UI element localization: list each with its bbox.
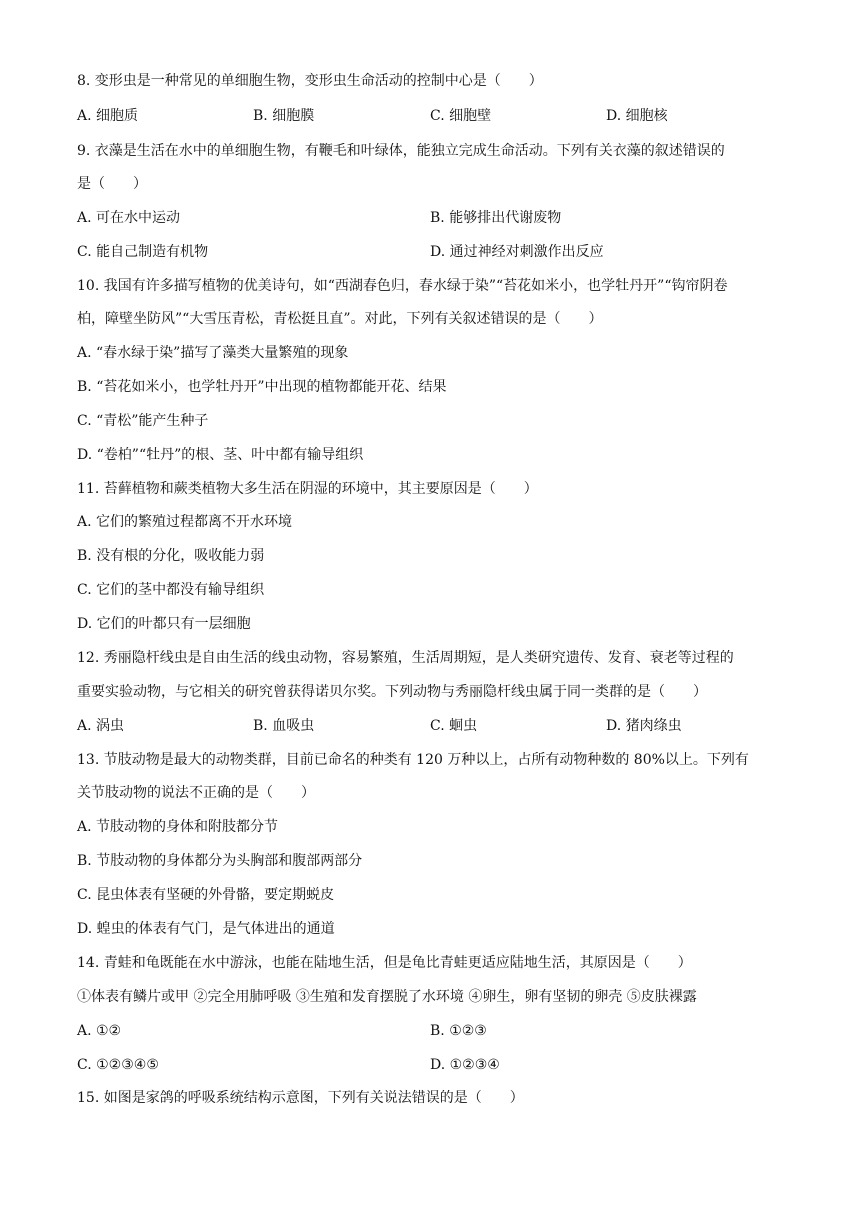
question-14-option-c: C. ①②③④⑤ [77,1057,159,1073]
question-13-option-d: D. 蝗虫的体表有气门，是气体进出的通道 [77,921,335,937]
question-13-stem-line-2: 关节肢动物的说法不正确的是（ ） [77,785,315,801]
question-13-stem-line-1: 13. 节肢动物是最大的动物类群，目前已命名的种类有 120 万种以上，占所有动物种数的 80%以上。下列有 [77,752,749,768]
question-11-option-a: A. 它们的繁殖过程都离不开水环境 [77,514,293,530]
question-10-option-b: B. “苔花如米小，也学牡丹开”中出现的植物都能开花、结果 [77,379,447,395]
question-9-option-d: D. 通过神经对刺激作出反应 [430,244,604,260]
question-13-option-b: B. 节肢动物的身体都分为头胸部和腹部两部分 [77,853,363,869]
question-9-option-b: B. 能够排出代谢废物 [430,210,562,226]
question-11-stem: 11. 苔藓植物和蕨类植物大多生活在阴湿的环境中，其主要原因是（ ） [77,481,538,497]
question-9-stem-line-1: 9. 衣藻是生活在水中的单细胞生物，有鞭毛和叶绿体，能独立完成生命活动。下列有关衣藻的叙述错误的 [77,143,725,159]
question-12-option-d: D. 猪肉绦虫 [606,718,682,734]
question-12-option-c: C. 蛔虫 [430,718,478,734]
question-9-stem-line-2: 是（ ） [77,176,147,192]
question-12-option-b: B. 血吸虫 [253,718,315,734]
question-10-option-c: C. “青松”能产生种子 [77,413,209,429]
question-8-option-a: A. 细胞质 [77,108,139,124]
question-8-option-c: C. 细胞壁 [430,108,492,124]
question-8-stem: 8. 变形虫是一种常见的单细胞生物，变形虫生命活动的控制中心是（ ） [77,73,543,89]
question-10-stem-line-1: 10. 我国有许多描写植物的优美诗句，如“西湖春色归，春水绿于染”“苔花如米小，也学牡丹开”“钩帘阴卷 [77,278,728,294]
question-13-option-a: A. 节肢动物的身体和附肢都分节 [77,819,279,835]
question-14-option-a: A. ①② [77,1023,122,1039]
question-12-option-a: A. 涡虫 [77,718,125,734]
question-9-option-c: C. 能自己制造有机物 [77,244,209,260]
question-14-option-d: D. ①②③④ [430,1057,500,1073]
question-13-option-c: C. 昆虫体表有坚硬的外骨骼，要定期蜕皮 [77,887,335,903]
question-14-stem-line-1: 14. 青蛙和龟既能在水中游泳，也能在陆地生活，但是龟比青蛙更适应陆地生活，其原因是（ ） [77,955,692,971]
question-10-option-d: D. “卷柏”“牡丹”的根、茎、叶中都有输导组织 [77,447,364,463]
question-14-option-b: B. ①②③ [430,1023,487,1039]
question-11-option-c: C. 它们的茎中都没有输导组织 [77,582,265,598]
question-12-stem-line-1: 12. 秀丽隐杆线虫是自由生活的线虫动物，容易繁殖，生活周期短，是人类研究遗传、发育、衰老等过程的 [77,650,734,666]
question-10-stem-line-2: 柏，障壁坐防风”“大雪压青松，青松挺且直”。对此，下列有关叙述错误的是（ ） [77,311,603,327]
question-12-stem-line-2: 重要实验动物，与它相关的研究曾获得诺贝尔奖。下列动物与秀丽隐杆线虫属于同一类群的是（ ） [77,684,707,700]
question-14-stem-line-2: ①体表有鳞片或甲 ②完全用肺呼吸 ③生殖和发育摆脱了水环境 ④卵生，卵有坚韧的卵壳 ⑤皮肤裸露 [77,989,697,1005]
question-11-option-d: D. 它们的叶都只有一层细胞 [77,616,251,632]
question-9-option-a: A. 可在水中运动 [77,210,181,226]
question-8-option-d: D. 细胞核 [606,108,668,124]
question-10-option-a: A. “春水绿于染”描写了藻类大量繁殖的现象 [77,345,349,361]
question-8-option-b: B. 细胞膜 [253,108,315,124]
question-11-option-b: B. 没有根的分化，吸收能力弱 [77,548,265,564]
question-15-stem: 15. 如图是家鸽的呼吸系统结构示意图，下列有关说法错误的是（ ） [77,1090,524,1106]
